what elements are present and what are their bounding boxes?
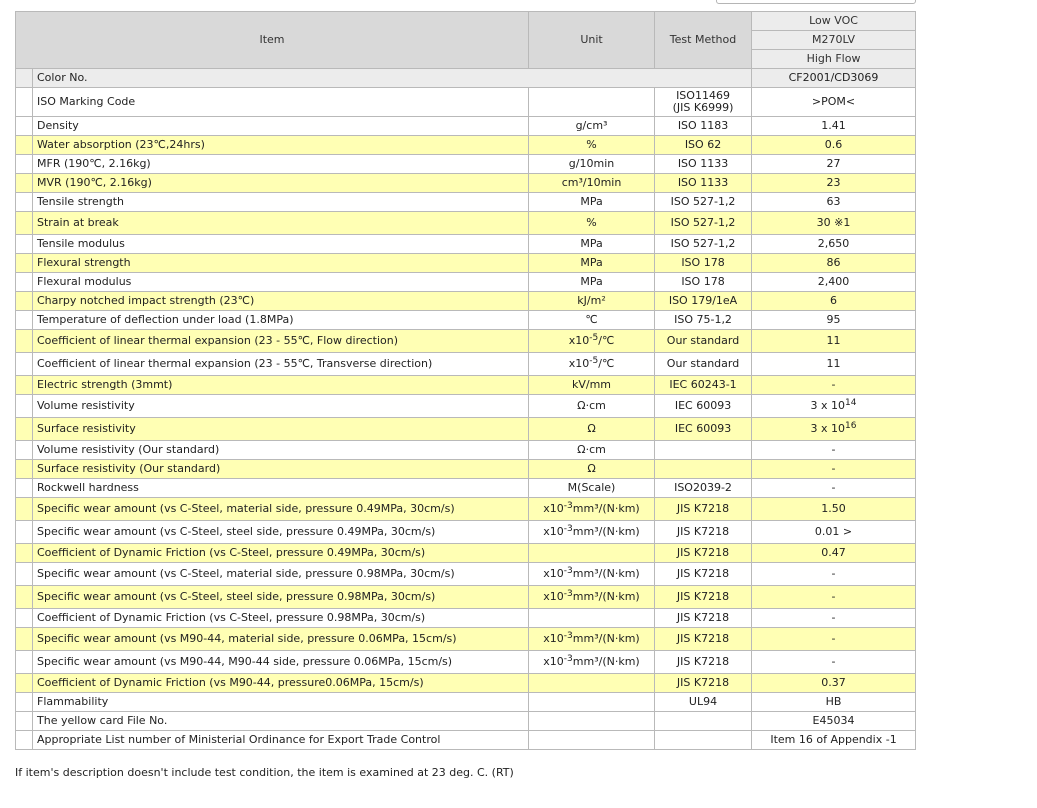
table-row xyxy=(16,136,916,155)
cell-unit: % xyxy=(529,136,655,155)
cell-value: 11 xyxy=(752,330,916,353)
cell-test-method: ISO 178 xyxy=(655,273,752,292)
table-row xyxy=(16,712,916,731)
cell-unit xyxy=(529,712,655,731)
table-row xyxy=(16,117,916,136)
table-row xyxy=(16,563,916,586)
cell-test-method: JIS K7218 xyxy=(655,498,752,521)
table-row xyxy=(16,498,916,521)
row-marker xyxy=(16,731,33,750)
cell-unit: $x10^{-3}mm^3/(N\cdot km)$ xyxy=(529,586,655,609)
cell-item: Rockwell hardness xyxy=(33,479,529,498)
cell-item: Volume resistivity xyxy=(33,395,529,418)
cell-test-method: JIS K7218 xyxy=(655,586,752,609)
cell-unit: M(Scale) xyxy=(529,479,655,498)
cell-value: 30 ※1 xyxy=(752,212,916,235)
cell-value: 23 xyxy=(752,174,916,193)
cell-value: - xyxy=(752,586,916,609)
cell-item: Coefficient of Dynamic Friction (vs M90-44, pressure0.06MPa, 15cm/s) xyxy=(33,674,529,693)
cell-test-method: JIS K7218 xyxy=(655,521,752,544)
cell-unit: Ω xyxy=(529,460,655,479)
cell-value: 2,650 xyxy=(752,235,916,254)
cell-test-method: ISO2039-2 xyxy=(655,479,752,498)
table-row xyxy=(16,311,916,330)
cell-value: 0.01 > xyxy=(752,521,916,544)
table-row xyxy=(16,273,916,292)
cell-test-method: ISO 1133 xyxy=(655,174,752,193)
cell-value: 0.47 xyxy=(752,544,916,563)
row-marker xyxy=(16,609,33,628)
cell-test-method xyxy=(655,712,752,731)
cell-unit xyxy=(529,88,655,117)
row-marker xyxy=(16,330,33,353)
color-no-label: Color No. xyxy=(33,69,752,88)
row-marker xyxy=(16,311,33,330)
cell-value: HB xyxy=(752,693,916,712)
table-row xyxy=(16,353,916,376)
row-marker xyxy=(16,69,33,88)
row-marker xyxy=(16,174,33,193)
row-marker xyxy=(16,273,33,292)
table-row xyxy=(16,479,916,498)
row-marker xyxy=(16,498,33,521)
table-row xyxy=(16,609,916,628)
cell-value: - xyxy=(752,628,916,651)
spec-table-body xyxy=(16,12,916,750)
table-row xyxy=(16,254,916,273)
table-row xyxy=(16,376,916,395)
table-row xyxy=(16,155,916,174)
color-no-value: CF2001/CD3069 xyxy=(752,69,916,88)
cell-item: Tensile modulus xyxy=(33,235,529,254)
table-row xyxy=(16,212,916,235)
table-row xyxy=(16,586,916,609)
table-row xyxy=(16,521,916,544)
cell-value: - xyxy=(752,376,916,395)
row-marker xyxy=(16,628,33,651)
cell-test-method: JIS K7218 xyxy=(655,651,752,674)
row-marker xyxy=(16,235,33,254)
cell-unit xyxy=(529,693,655,712)
cell-value: - xyxy=(752,609,916,628)
cell-test-method: UL94 xyxy=(655,693,752,712)
row-marker xyxy=(16,395,33,418)
row-marker xyxy=(16,544,33,563)
cell-item: Electric strength (3mmt) xyxy=(33,376,529,395)
cell-value: - xyxy=(752,460,916,479)
cell-test-method: ISO 1183 xyxy=(655,117,752,136)
table-row xyxy=(16,395,916,418)
cell-test-method: Our standard xyxy=(655,330,752,353)
table-row xyxy=(16,235,916,254)
cell-test-method: ISO11469 (JIS K6999) xyxy=(655,88,752,117)
cell-test-method: ISO 62 xyxy=(655,136,752,155)
cell-test-method: Our standard xyxy=(655,353,752,376)
cell-unit xyxy=(529,731,655,750)
cell-item: Coefficient of Dynamic Friction (vs C-Steel, pressure 0.49MPa, 30cm/s) xyxy=(33,544,529,563)
cell-value: 3 x $10^{16}$ xyxy=(752,418,916,441)
row-marker xyxy=(16,254,33,273)
cell-item: Flexural modulus xyxy=(33,273,529,292)
cell-item: Surface resistivity (Our standard) xyxy=(33,460,529,479)
row-marker xyxy=(16,193,33,212)
cell-test-method: JIS K7218 xyxy=(655,544,752,563)
cell-unit xyxy=(529,544,655,563)
cell-test-method: ISO 1133 xyxy=(655,155,752,174)
cell-value: 27 xyxy=(752,155,916,174)
cell-value: >POM< xyxy=(752,88,916,117)
cell-unit: $x10^{-3}mm^3/(N\cdot km)$ xyxy=(529,521,655,544)
cell-item: Density xyxy=(33,117,529,136)
cell-item: Strain at break xyxy=(33,212,529,235)
cell-test-method: IEC 60093 xyxy=(655,395,752,418)
cell-item: The yellow card File No. xyxy=(33,712,529,731)
cell-value: - xyxy=(752,441,916,460)
header-test-method: Test Method xyxy=(655,12,752,69)
table-row xyxy=(16,731,916,750)
cell-unit: Ω xyxy=(529,418,655,441)
cell-test-method: ISO 527-1,2 xyxy=(655,193,752,212)
table-row xyxy=(16,193,916,212)
cell-test-method: ISO 527-1,2 xyxy=(655,235,752,254)
cell-item: Specific wear amount (vs M90-44, M90-44 side, pressure 0.06MPa, 15cm/s) xyxy=(33,651,529,674)
cell-test-method xyxy=(655,460,752,479)
row-marker xyxy=(16,693,33,712)
row-marker xyxy=(16,674,33,693)
table-row xyxy=(16,88,916,117)
cell-unit: cm³/10min xyxy=(529,174,655,193)
cell-unit: $x10^{-3}mm^3/(N\cdot km)$ xyxy=(529,651,655,674)
cell-unit: MPa xyxy=(529,235,655,254)
cell-item: Water absorption (23℃,24hrs) xyxy=(33,136,529,155)
cell-test-method: JIS K7218 xyxy=(655,674,752,693)
cell-unit: kV/mm xyxy=(529,376,655,395)
cell-value: 2,400 xyxy=(752,273,916,292)
top-input-box xyxy=(716,0,916,4)
row-marker xyxy=(16,651,33,674)
footnote: If item's description doesn't include test condition, the item is examined at 23 deg. C. (RT) xyxy=(15,766,514,779)
cell-value: 3 x $10^{14}$ xyxy=(752,395,916,418)
cell-test-method: ISO 178 xyxy=(655,254,752,273)
cell-item: MFR (190℃, 2.16kg) xyxy=(33,155,529,174)
cell-value: 1.50 xyxy=(752,498,916,521)
cell-unit: ℃ xyxy=(529,311,655,330)
cell-value: 11 xyxy=(752,353,916,376)
cell-unit: $x10^{-5}/℃$ xyxy=(529,353,655,376)
cell-unit: $x10^{-3}mm^3/(N\cdot km)$ xyxy=(529,628,655,651)
cell-unit: g/10min xyxy=(529,155,655,174)
row-marker xyxy=(16,292,33,311)
table-row xyxy=(16,441,916,460)
cell-item: Volume resistivity (Our standard) xyxy=(33,441,529,460)
cell-test-method: IEC 60243-1 xyxy=(655,376,752,395)
cell-unit: $x10^{-3}mm^3/(N\cdot km)$ xyxy=(529,498,655,521)
cell-unit: kJ/m² xyxy=(529,292,655,311)
cell-item: Surface resistivity xyxy=(33,418,529,441)
cell-item: Specific wear amount (vs C-Steel, material side, pressure 0.98MPa, 30cm/s) xyxy=(33,563,529,586)
row-marker xyxy=(16,136,33,155)
cell-test-method: IEC 60093 xyxy=(655,418,752,441)
cell-test-method xyxy=(655,731,752,750)
cell-item: Tensile strength xyxy=(33,193,529,212)
table-row xyxy=(16,674,916,693)
header-item: Item xyxy=(16,12,529,69)
cell-test-method xyxy=(655,441,752,460)
row-marker xyxy=(16,88,33,117)
cell-item: ISO Marking Code xyxy=(33,88,529,117)
header-grade-high-flow: High Flow xyxy=(752,50,916,69)
spec-table xyxy=(15,11,916,750)
table-row xyxy=(16,330,916,353)
cell-unit: $x10^{-3}mm^3/(N\cdot km)$ xyxy=(529,563,655,586)
cell-unit: $x10^{-5}/℃$ xyxy=(529,330,655,353)
cell-unit: Ω·cm xyxy=(529,441,655,460)
cell-test-method: ISO 527-1,2 xyxy=(655,212,752,235)
header-unit: Unit xyxy=(529,12,655,69)
table-row xyxy=(16,693,916,712)
table-row xyxy=(16,544,916,563)
table-row xyxy=(16,628,916,651)
cell-value: 0.37 xyxy=(752,674,916,693)
row-marker xyxy=(16,212,33,235)
cell-value: 6 xyxy=(752,292,916,311)
row-marker xyxy=(16,441,33,460)
cell-test-method: ISO 179/1eA xyxy=(655,292,752,311)
cell-item: Specific wear amount (vs M90-44, material side, pressure 0.06MPa, 15cm/s) xyxy=(33,628,529,651)
table-row xyxy=(16,292,916,311)
cell-value: 0.6 xyxy=(752,136,916,155)
cell-item: Coefficient of linear thermal expansion (23 - 55℃, Flow direction) xyxy=(33,330,529,353)
row-marker xyxy=(16,460,33,479)
cell-item: Specific wear amount (vs C-Steel, steel side, pressure 0.49MPa, 30cm/s) xyxy=(33,521,529,544)
row-marker xyxy=(16,586,33,609)
cell-test-method: JIS K7218 xyxy=(655,563,752,586)
table-row xyxy=(16,460,916,479)
table-row xyxy=(16,174,916,193)
cell-unit: Ω·cm xyxy=(529,395,655,418)
row-marker xyxy=(16,479,33,498)
cell-item: Coefficient of Dynamic Friction (vs C-Steel, pressure 0.98MPa, 30cm/s) xyxy=(33,609,529,628)
cell-unit xyxy=(529,674,655,693)
cell-value: 86 xyxy=(752,254,916,273)
cell-value: Item 16 of Appendix -1 xyxy=(752,731,916,750)
cell-value: 1.41 xyxy=(752,117,916,136)
cell-test-method: ISO 75-1,2 xyxy=(655,311,752,330)
header-grade-name: M270LV xyxy=(752,31,916,50)
table-row xyxy=(16,651,916,674)
cell-item: Temperature of deflection under load (1.8MPa) xyxy=(33,311,529,330)
cell-item: Appropriate List number of Ministerial Ordinance for Export Trade Control xyxy=(33,731,529,750)
row-marker xyxy=(16,418,33,441)
cell-value: - xyxy=(752,479,916,498)
cell-item: Specific wear amount (vs C-Steel, steel side, pressure 0.98MPa, 30cm/s) xyxy=(33,586,529,609)
cell-item: Flammability xyxy=(33,693,529,712)
row-marker xyxy=(16,353,33,376)
cell-value: - xyxy=(752,563,916,586)
cell-unit: MPa xyxy=(529,193,655,212)
cell-unit: g/cm³ xyxy=(529,117,655,136)
cell-test-method: JIS K7218 xyxy=(655,609,752,628)
row-marker xyxy=(16,117,33,136)
cell-unit: MPa xyxy=(529,273,655,292)
row-marker xyxy=(16,376,33,395)
cell-unit: % xyxy=(529,212,655,235)
cell-test-method: JIS K7218 xyxy=(655,628,752,651)
cell-unit: MPa xyxy=(529,254,655,273)
header-grade-low-voc: Low VOC xyxy=(752,12,916,31)
cell-item: MVR (190℃, 2.16kg) xyxy=(33,174,529,193)
row-marker xyxy=(16,563,33,586)
row-marker xyxy=(16,521,33,544)
cell-value: 63 xyxy=(752,193,916,212)
cell-item: Coefficient of linear thermal expansion (23 - 55℃, Transverse direction) xyxy=(33,353,529,376)
table-row xyxy=(16,418,916,441)
cell-item: Charpy notched impact strength (23℃) xyxy=(33,292,529,311)
row-marker xyxy=(16,712,33,731)
cell-item: Specific wear amount (vs C-Steel, material side, pressure 0.49MPa, 30cm/s) xyxy=(33,498,529,521)
cell-item: Flexural strength xyxy=(33,254,529,273)
row-marker xyxy=(16,155,33,174)
cell-value: - xyxy=(752,651,916,674)
cell-value: E45034 xyxy=(752,712,916,731)
cell-unit xyxy=(529,609,655,628)
cell-value: 95 xyxy=(752,311,916,330)
